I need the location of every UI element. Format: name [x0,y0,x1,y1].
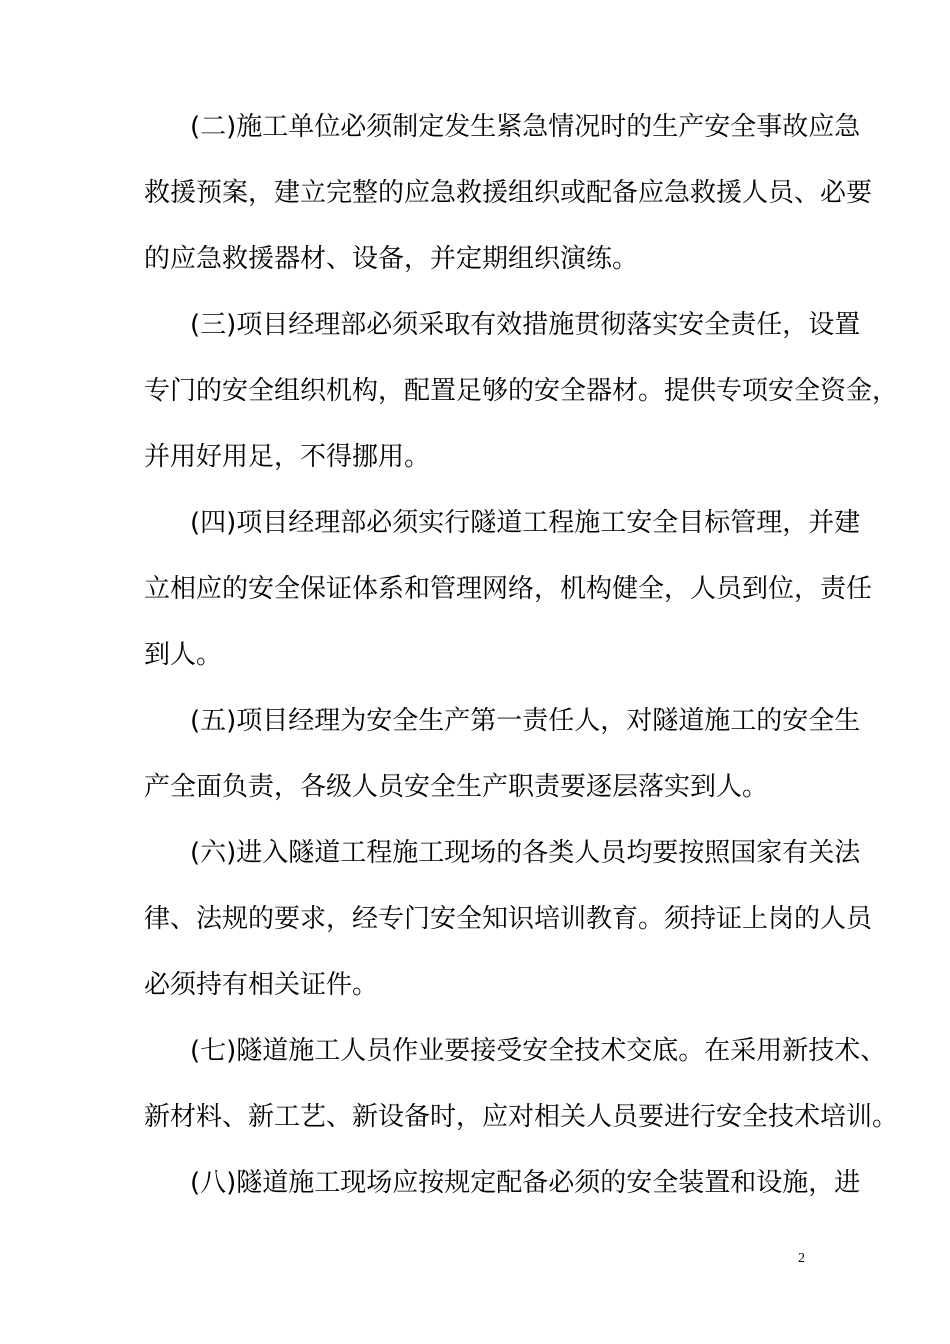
text-line: (三)项目经理部必须采取有效措施贯彻落实安全责任，设置 [190,310,861,340]
text-line: 的应急救援器材、设备，并定期组织演练。 [144,244,639,274]
text-line: 并用好用足，不得挪用。 [144,442,431,472]
page-number: 2 [798,1251,805,1266]
text-line: (二)施工单位必须制定发生紧急情况时的生产安全事故应急 [190,112,861,142]
text-line: (四)项目经理部必须实行隧道工程施工安全目标管理，并建 [190,508,861,538]
text-line: (五)项目经理为安全生产第一责任人，对隧道施工的安全生 [190,706,861,736]
text-line: 产全面负责，各级人员安全生产职责要逐层落实到人。 [144,772,769,802]
text-line: 律、法规的要求，经专门安全知识培训教育。须持证上岗的人员 [144,904,873,934]
text-line: 专门的安全组织机构，配置足够的安全器材。提供专项安全资金， [144,376,899,406]
text-line: 救援预案，建立完整的应急救援组织或配备应急救援人员、必要 [144,178,873,208]
text-line: (七)隧道施工人员作业要接受安全技术交底。在采用新技术、 [190,1036,887,1066]
text-line: (六)进入隧道工程施工现场的各类人员均要按照国家有关法 [190,838,861,868]
text-line: 到人。 [144,640,223,670]
text-line: 新材料、新工艺、新设备时，应对相关人员要进行安全技术培训。 [144,1102,899,1132]
text-line: 必须持有相关证件。 [144,970,379,1000]
text-line: 立相应的安全保证体系和管理网络，机构健全，人员到位，责任 [144,574,873,604]
text-line: (八)隧道施工现场应按规定配备必须的安全装置和设施，进 [190,1168,861,1198]
